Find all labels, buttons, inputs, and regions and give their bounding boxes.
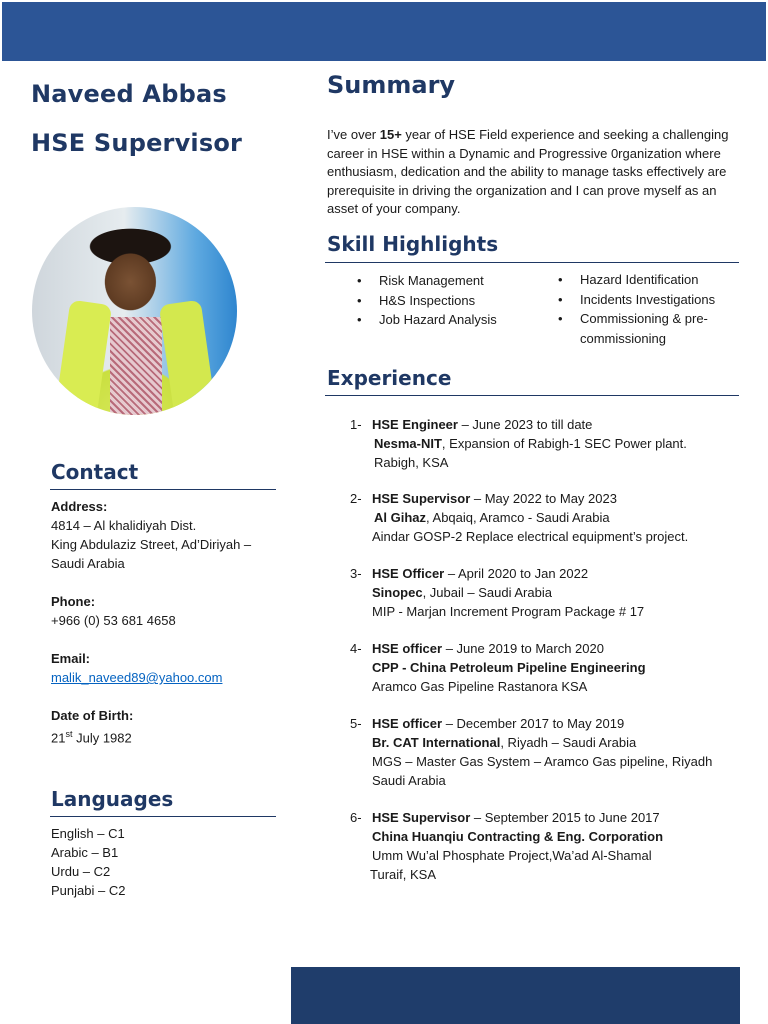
experience-number: 3- xyxy=(350,566,362,581)
dob-rest: July 1982 xyxy=(72,730,132,746)
languages-list xyxy=(51,824,125,900)
phone-value: +966 (0) 53 681 4658 xyxy=(51,613,176,628)
experience-detail: Aramco Gas Pipeline Rastanora KSA xyxy=(372,679,588,694)
experience-number: 6- xyxy=(350,810,362,825)
skill-item: • Hazard Identification xyxy=(558,270,715,290)
contact-block xyxy=(51,497,291,747)
experience-company: China Huanqiu Contracting & Eng. Corporation xyxy=(372,829,664,844)
language-item: Arabic – B1 xyxy=(51,845,119,860)
candidate-name: Naveed Abbas xyxy=(31,80,227,108)
experience-company-detail: , Jubail – Saudi Arabia xyxy=(422,585,552,600)
experience-dates: – September 2015 to June 2017 xyxy=(470,810,660,825)
skill-item: • H&S Inspections xyxy=(357,291,497,311)
language-item: English – C1 xyxy=(51,826,125,841)
photo-vest-right xyxy=(159,300,217,415)
experience-role: HSE officer xyxy=(372,716,443,731)
languages-heading: Languages xyxy=(51,787,174,811)
experience-item-3 xyxy=(350,564,740,621)
experience-dates: – June 2023 to till date xyxy=(457,417,593,432)
experience-number: 5- xyxy=(350,716,362,731)
skills-heading: Skill Highlights xyxy=(327,232,499,256)
experience-number: 4- xyxy=(350,641,362,656)
experience-detail: Aindar GOSP-2 Replace electrical equipment’s project. xyxy=(372,529,689,544)
skills-right-list xyxy=(558,270,715,348)
experience-detail: Rabigh, KSA xyxy=(374,455,449,470)
skills-divider xyxy=(325,262,739,263)
experience-item-4 xyxy=(350,639,740,696)
address-line-1: 4814 – Al khalidiyah Dist. xyxy=(51,518,197,533)
summary-text-start: I’ve over xyxy=(327,127,380,142)
dob-value xyxy=(51,725,291,747)
experience-number: 2- xyxy=(350,491,362,506)
summary-text-end: year of HSE Field experience and seeking a challenging career in HSE within a Dynamic and Progressive 0rganization where enthusiasm, dedication and the ability to manage tasks effectively are prerequisite in driving the organization and I can prove myself as an asset of your company. xyxy=(327,127,729,216)
experience-detail: Umm Wu’al Phosphate Project,Wa’ad Al-Shamal xyxy=(372,848,652,863)
experience-detail: Turaif, KSA xyxy=(370,867,436,882)
address-line-2: King Abdulaziz Street, Ad’Diriyah – xyxy=(51,537,252,552)
language-item: Urdu – C2 xyxy=(51,864,111,879)
summary-years: 15+ xyxy=(379,127,402,142)
experience-detail: MGS – Master Gas System – Aramco Gas pipeline, Riyadh xyxy=(372,754,713,769)
experience-company-detail: , Abqaiq, Aramco - Saudi Arabia xyxy=(426,510,610,525)
address-label: Address: xyxy=(51,499,108,514)
header-band xyxy=(2,2,766,61)
skill-item-line-1: Commissioning & pre- xyxy=(580,311,708,326)
contact-heading: Contact xyxy=(51,460,139,484)
skills-left-list xyxy=(357,271,497,330)
experience-divider xyxy=(325,395,739,396)
experience-company: Al Gihaz xyxy=(374,510,427,525)
phone-label: Phone: xyxy=(51,594,96,609)
contact-divider xyxy=(50,489,276,490)
address-line-3: Saudi Arabia xyxy=(51,556,125,571)
experience-company-detail: , Expansion of Rabigh-1 SEC Power plant. xyxy=(441,436,687,451)
experience-dates: – April 2020 to Jan 2022 xyxy=(444,566,589,581)
photo-vest-left xyxy=(54,300,112,415)
languages-divider xyxy=(50,816,276,817)
experience-role: HSE Supervisor xyxy=(372,810,471,825)
skill-item-line-2: commissioning xyxy=(580,330,666,346)
summary-text xyxy=(327,126,737,219)
dob-day: 21 xyxy=(51,730,66,746)
footer-band xyxy=(291,967,740,1024)
experience-item-2 xyxy=(350,489,740,546)
experience-dates: – December 2017 to May 2019 xyxy=(442,716,625,731)
experience-heading: Experience xyxy=(327,366,452,390)
experience-detail: MIP - Marjan Increment Program Package # 17 xyxy=(372,604,645,619)
candidate-title: HSE Supervisor xyxy=(31,129,243,157)
experience-detail: Saudi Arabia xyxy=(372,773,446,788)
experience-item-5 xyxy=(350,714,740,790)
experience-company: CPP - China Petroleum Pipeline Engineering xyxy=(372,660,646,675)
skill-item: • Incidents Investigations xyxy=(558,290,715,310)
profile-photo xyxy=(32,207,237,415)
experience-item-1 xyxy=(350,415,740,472)
email-label: Email: xyxy=(51,651,91,666)
dob-suffix: st xyxy=(65,729,73,739)
experience-role: HSE Engineer xyxy=(372,417,458,432)
experience-dates: – June 2019 to March 2020 xyxy=(442,641,604,656)
skill-item: • Job Hazard Analysis xyxy=(357,310,497,330)
experience-company-detail: , Riyadh – Saudi Arabia xyxy=(500,735,637,750)
experience-company: Br. CAT International xyxy=(372,735,501,750)
experience-item-6 xyxy=(350,808,740,884)
experience-company: Nesma-NIT xyxy=(374,436,442,451)
experience-role: HSE Officer xyxy=(372,566,445,581)
dob-label: Date of Birth: xyxy=(51,708,134,723)
summary-heading: Summary xyxy=(327,71,456,99)
email-link[interactable]: malik_naveed89@yahoo.com xyxy=(51,670,223,685)
experience-dates: – May 2022 to May 2023 xyxy=(470,491,617,506)
experience-company: Sinopec xyxy=(372,585,423,600)
photo-shirt xyxy=(110,317,162,415)
skill-item: • Risk Management xyxy=(357,271,497,291)
language-item: Punjabi – C2 xyxy=(51,883,126,898)
skill-item xyxy=(558,309,715,348)
experience-number: 1- xyxy=(350,417,362,432)
experience-role: HSE officer xyxy=(372,641,443,656)
experience-role: HSE Supervisor xyxy=(372,491,471,506)
